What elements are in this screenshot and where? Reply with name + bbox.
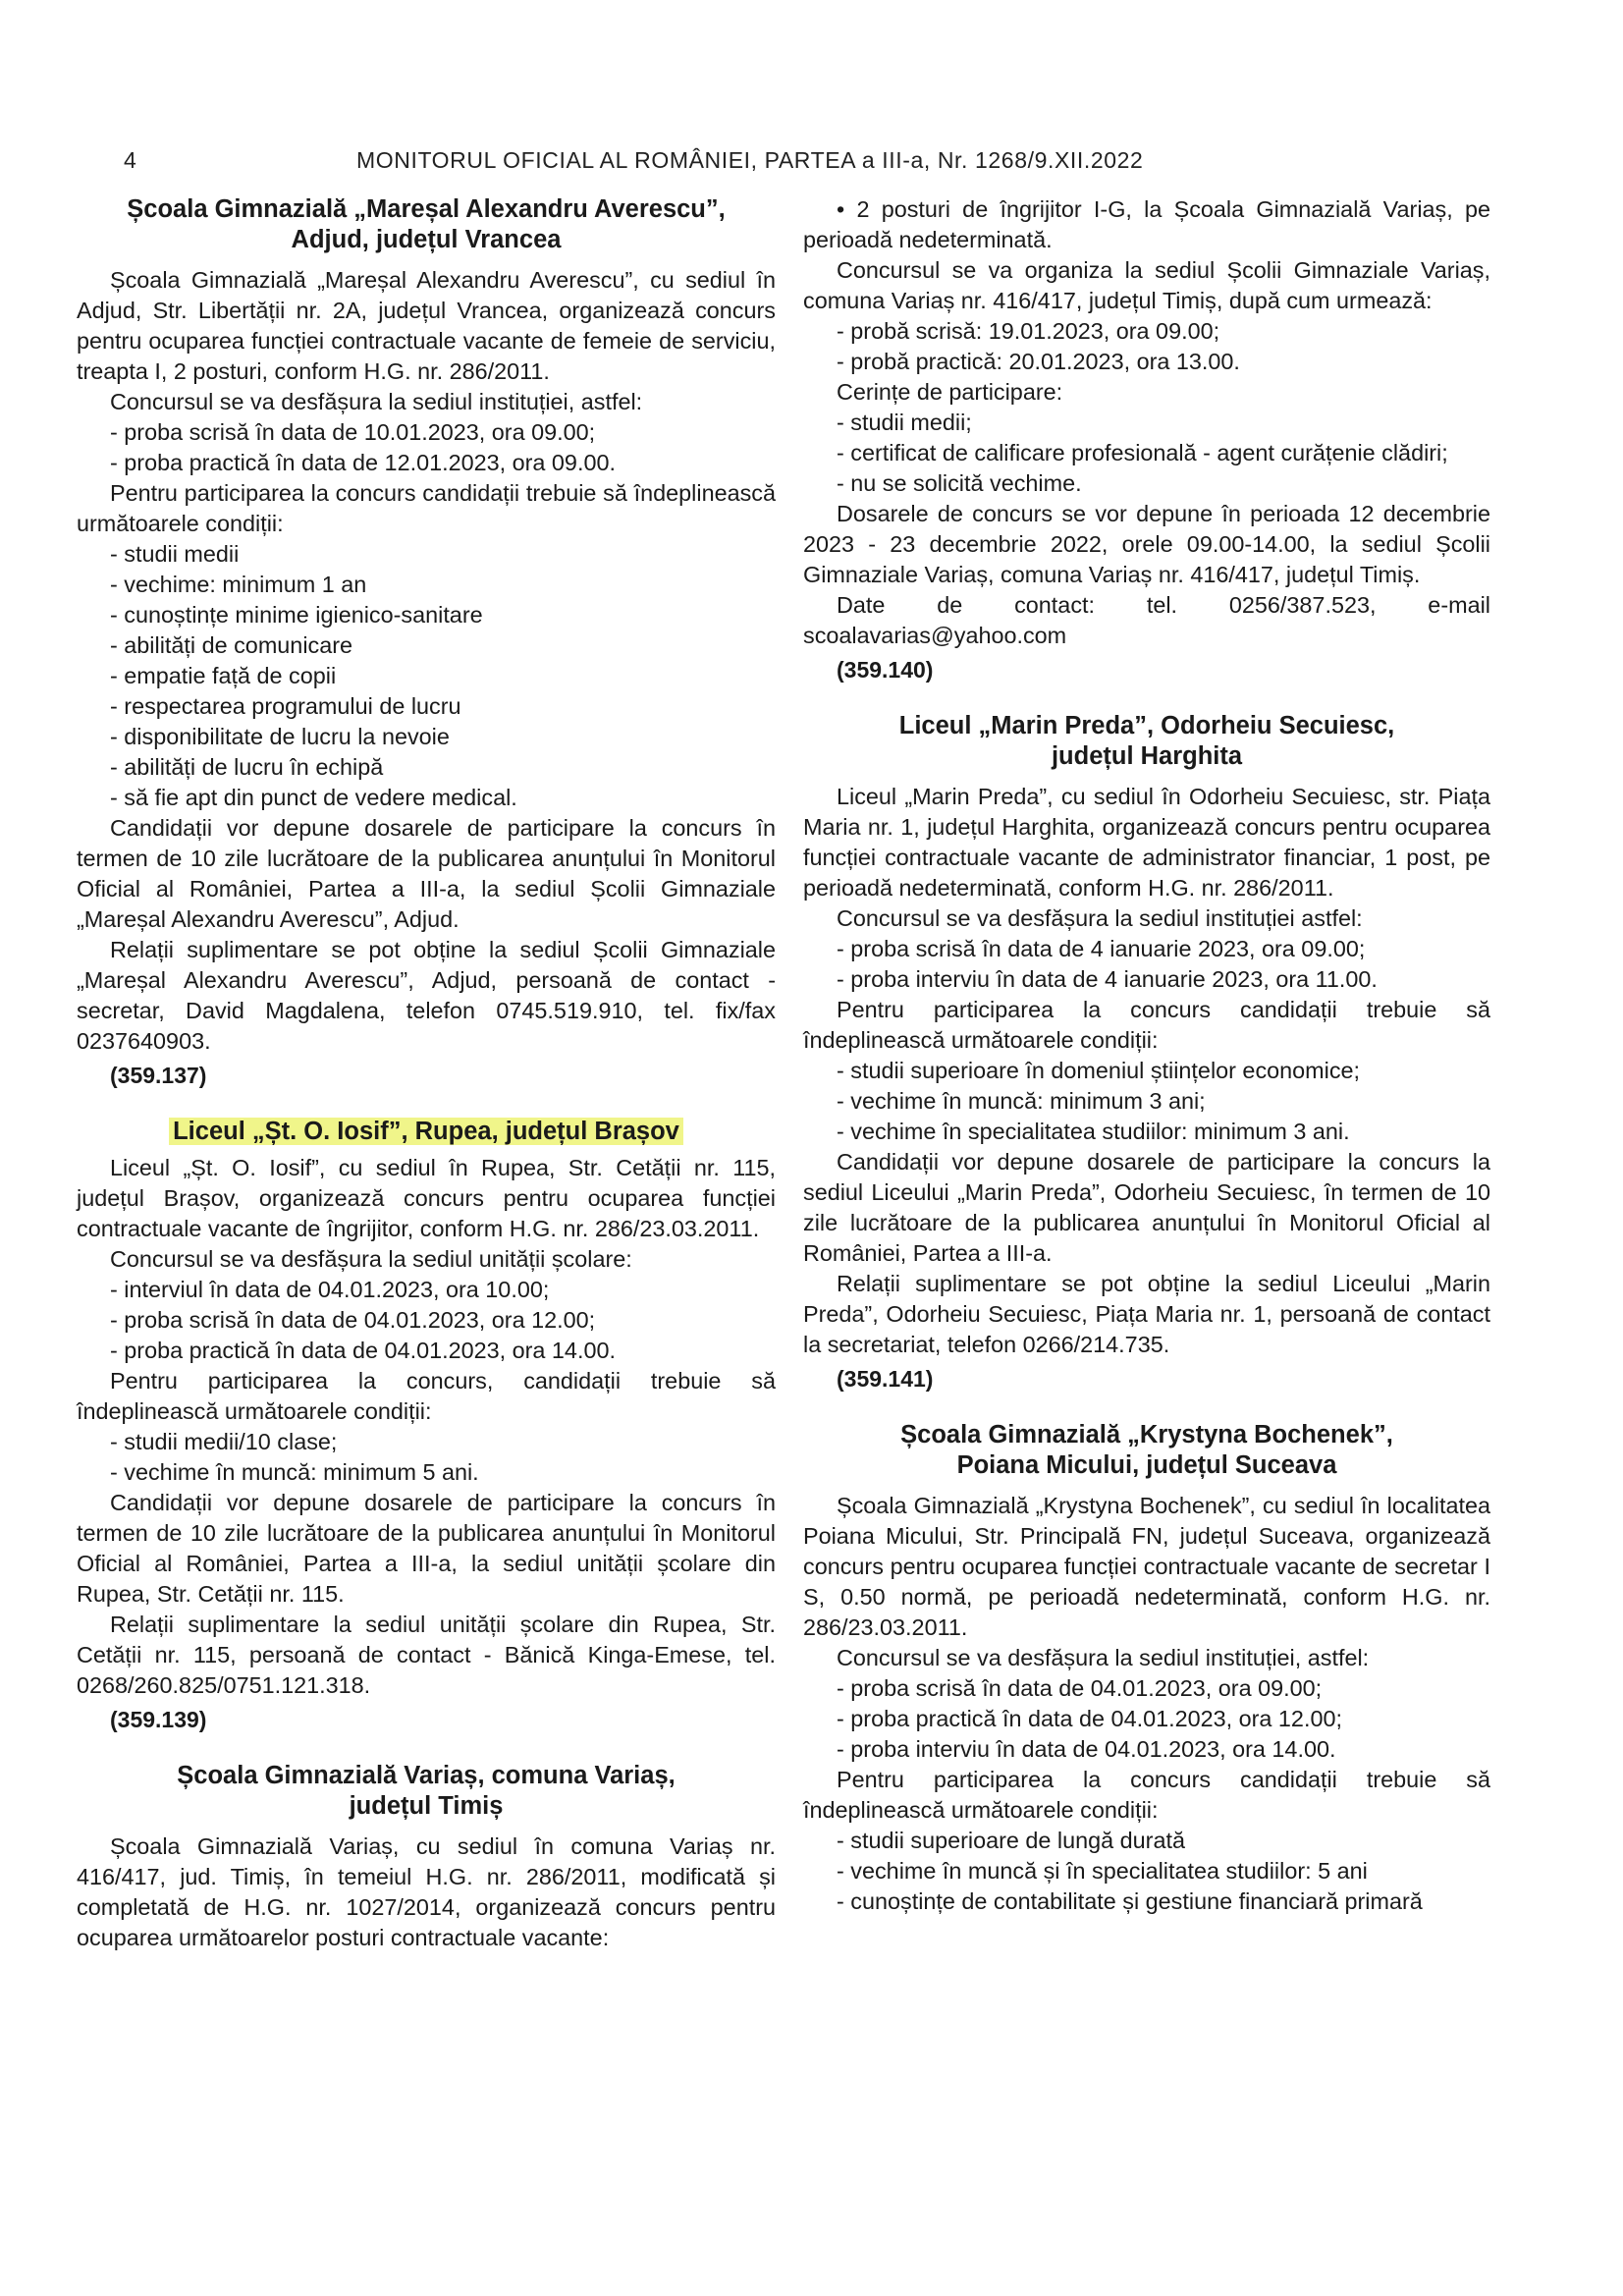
paragraph: Relații suplimentare se pot obține la sediul Școlii Gimnaziale „Mareșal Alexandru Averescu”, Adjud, persoană de contact - secretar, David Magdalena, telefon 0745.519.910, tel. fix/fax 0237640903. — [77, 937, 776, 1054]
paragraph: Liceul „Șt. O. Iosif”, cu sediul în Rupea, Str. Cetății nr. 115, județul Brașov, organizează concurs pentru ocuparea funcției contractuale vacante de îngrijitor, conform H.G. nr. 286/23.03.2011. — [77, 1155, 776, 1241]
requirement-item: - nu se solicită vechime. — [837, 470, 1082, 496]
section-title: Școala Gimnazială „Mareșal Alexandru Averescu”, Adjud, județul Vrancea — [127, 195, 726, 253]
paragraph: Școala Gimnazială „Mareșal Alexandru Averescu”, cu sediul în Adjud, Str. Libertății nr. 2A, județul Vrancea, organizează concurs pentru ocuparea funcției contractuale vacante de femeie de serviciu, treapta I, 2 posturi, conform H.G. nr. 286/2011. — [77, 267, 776, 384]
announcement-varias — [77, 1761, 776, 1953]
paragraph: Dosarele de concurs se vor depune în perioada 12 decembrie 2023 - 23 decembrie 2022, orele 09.00-14.00, la sediul Școlii Gimnaziale Variaș, comuna Variaș nr. 416/417, județul Timiș. — [803, 501, 1490, 587]
condition-item: - vechime în muncă: minimum 3 ani; — [837, 1088, 1206, 1114]
condition-item: - abilități de lucru în echipă — [110, 754, 384, 780]
announcement-averescu — [77, 194, 776, 1091]
paragraph: Concursul se va organiza la sediul Școlii Gimnaziale Variaș, comuna Variaș nr. 416/417, județul Timiș, după cum urmează: — [803, 257, 1490, 313]
condition-item: - cunoștințe de contabilitate și gestiune financiară primară — [837, 1888, 1423, 1914]
paragraph: Candidații vor depune dosarele de participare la concurs în termen de 10 zile lucrătoare de la publicarea anunțului în Monitorul Oficial al României, Partea a III-a, la sediul Școlii Gimnaziale „Mareșal Alexandru Averescu”, Adjud. — [77, 815, 776, 932]
condition-item: - vechime: minimum 1 an — [110, 572, 367, 597]
schedule-item: - probă practică: 20.01.2023, ora 13.00. — [837, 349, 1240, 374]
schedule-item: - probă scrisă: 19.01.2023, ora 09.00; — [837, 318, 1220, 344]
requirement-item: - certificat de calificare profesională - agent curățenie clădiri; — [837, 440, 1448, 465]
paragraph: Școala Gimnazială Variaș, cu sediul în comuna Variaș nr. 416/417, jud. Timiș, în temeiul H.G. nr. 286/2011, modificată și completată de H.G. nr. 1027/2014, organizează concurs pentru ocuparea următoarelor posturi contractuale vacante: — [77, 1833, 776, 1950]
paragraph: Școala Gimnazială „Krystyna Bochenek”, cu sediul în localitatea Poiana Micului, Str. Principală FN, județul Suceava, organizează concurs pentru ocuparea funcției contractuale vacante de secretar I S, 0.50 normă, pe perioadă nedeterminată, conform H.G. nr. 286/23.03.2011. — [803, 1493, 1490, 1640]
reference-number: (359.137) — [110, 1063, 207, 1088]
schedule-item: - proba practică în data de 04.01.2023, ora 12.00; — [837, 1706, 1342, 1731]
announcement-bochenek — [803, 1420, 1490, 1917]
paragraph: Pentru participarea la concurs candidații trebuie să îndeplinească următoarele condiții: — [803, 1767, 1490, 1823]
reference-number: (359.140) — [837, 657, 934, 683]
paragraph: Pentru participarea la concurs candidații trebuie să îndeplinească următoarele condiții: — [803, 997, 1490, 1053]
reference-number: (359.141) — [837, 1366, 934, 1392]
schedule-item: - proba interviu în data de 4 ianuarie 2023, ora 11.00. — [837, 966, 1378, 992]
right-column — [803, 194, 1490, 1917]
condition-item: - cunoștințe minime igienico-sanitare — [110, 602, 483, 628]
condition-item: - empatie față de copii — [110, 663, 337, 688]
paragraph: Date de contact: tel. 0256/387.523, e-mail scoalavarias@yahoo.com — [803, 592, 1490, 648]
schedule-item: - proba interviu în data de 04.01.2023, ora 14.00. — [837, 1736, 1336, 1762]
condition-item: - abilități de comunicare — [110, 632, 353, 658]
condition-item: - să fie apt din punct de vedere medical. — [110, 785, 517, 810]
paragraph: Pentru participarea la concurs candidații trebuie să îndeplinească următoarele condiții: — [77, 480, 776, 536]
condition-item: - vechime în muncă: minimum 5 ani. — [110, 1459, 479, 1485]
schedule-item: - proba scrisă în data de 4 ianuarie 2023, ora 09.00; — [837, 936, 1366, 961]
section-title: Liceul „Șt. O. Iosif”, Rupea, județul Brașov — [77, 1117, 776, 1147]
paragraph: Concursul se va desfășura la sediul unității școlare: — [110, 1246, 632, 1272]
condition-item: - disponibilitate de lucru la nevoie — [110, 724, 450, 749]
post-item: • 2 posturi de îngrijitor I-G, la Școala Gimnazială Variaș, pe perioadă nedeterminată. — [803, 196, 1490, 252]
schedule-item: - interviul în data de 04.01.2023, ora 10.00; — [110, 1277, 550, 1302]
section-title: Școala Gimnazială Variaș, comuna Variaș, județul Timiș — [177, 1762, 676, 1820]
page-header — [124, 147, 1227, 187]
condition-item: - studii medii/10 clase; — [110, 1429, 338, 1454]
schedule-item: - proba practică în data de 12.01.2023, ora 09.00. — [110, 450, 616, 475]
section-title: Liceul „Marin Preda”, Odorheiu Secuiesc, județul Harghita — [898, 712, 1395, 770]
announcement-marin-preda — [803, 711, 1490, 1394]
condition-item: - vechime în muncă și în specialitatea studiilor: 5 ani — [837, 1858, 1368, 1884]
announcement-iosif — [77, 1117, 776, 1735]
condition-item: - studii superioare de lungă durată — [837, 1828, 1185, 1853]
left-column — [77, 194, 776, 1953]
section-title: Școala Gimnazială „Krystyna Bochenek”, Poiana Micului, județul Suceava — [900, 1421, 1393, 1479]
paragraph: Concursul se va desfășura la sediul instituției, astfel: — [837, 1645, 1370, 1670]
page-number: 4 — [124, 147, 137, 173]
paragraph: Candidații vor depune dosarele de participare la concurs la sediul Liceului „Marin Preda”, Odorheiu Secuiesc, în termen de 10 zile lucrătoare de la publicarea anunțului în Monitorul Oficial al României, Partea a III-a. — [803, 1149, 1490, 1266]
paragraph: Pentru participarea la concurs, candidații trebuie să îndeplinească următoarele condiții: — [77, 1368, 776, 1424]
schedule-item: - proba scrisă în data de 04.01.2023, ora 09.00; — [837, 1675, 1323, 1701]
paragraph: Relații suplimentare la sediul unității școlare din Rupea, Str. Cetății nr. 115, persoană de contact - Bănică Kinga-Emese, tel. 0268/260.825/0751.121.318. — [77, 1612, 776, 1698]
paragraph: Concursul se va desfășura la sediul instituției astfel: — [837, 905, 1363, 931]
paragraph: Concursul se va desfășura la sediul instituției, astfel: — [110, 389, 643, 414]
paragraph: Liceul „Marin Preda”, cu sediul în Odorheiu Secuiesc, str. Piața Maria nr. 1, județul Harghita, organizează concurs pentru ocuparea funcției contractuale vacante de administrator financiar, 1 post, pe perioadă nedeterminată, conform H.G. nr. 286/2011. — [803, 784, 1490, 901]
condition-item: - studii superioare în domeniul științelor economice; — [837, 1058, 1361, 1083]
condition-item: - respectarea programului de lucru — [110, 693, 461, 719]
paragraph: Candidații vor depune dosarele de participare la concurs în termen de 10 zile lucrătoare de la publicarea anunțului în Monitorul Oficial al României, Partea a III-a, la sediul unității școlare din Rupea, Str. Cetății nr. 115. — [77, 1490, 776, 1607]
paragraph: Relații suplimentare se pot obține la sediul Liceului „Marin Preda”, Odorheiu Secuiesc, Piața Maria nr. 1, persoană de contact la secretariat, telefon 0266/214.735. — [803, 1271, 1490, 1357]
requirement-item: - studii medii; — [837, 410, 972, 435]
publication-title: MONITORUL OFICIAL AL ROMÂNIEI, PARTEA a III-a, Nr. 1268/9.XII.2022 — [356, 147, 1144, 173]
reference-number: (359.139) — [110, 1707, 207, 1732]
condition-item: - vechime în specialitatea studiilor: minimum 3 ani. — [837, 1119, 1350, 1144]
schedule-item: - proba practică în data de 04.01.2023, ora 14.00. — [110, 1338, 616, 1363]
condition-item: - studii medii — [110, 541, 240, 567]
announcement-varias-continued — [803, 194, 1490, 685]
schedule-item: - proba scrisă în data de 10.01.2023, ora 09.00; — [110, 419, 596, 445]
schedule-item: - proba scrisă în data de 04.01.2023, ora 12.00; — [110, 1307, 596, 1333]
paragraph: Cerințe de participare: — [837, 379, 1063, 405]
